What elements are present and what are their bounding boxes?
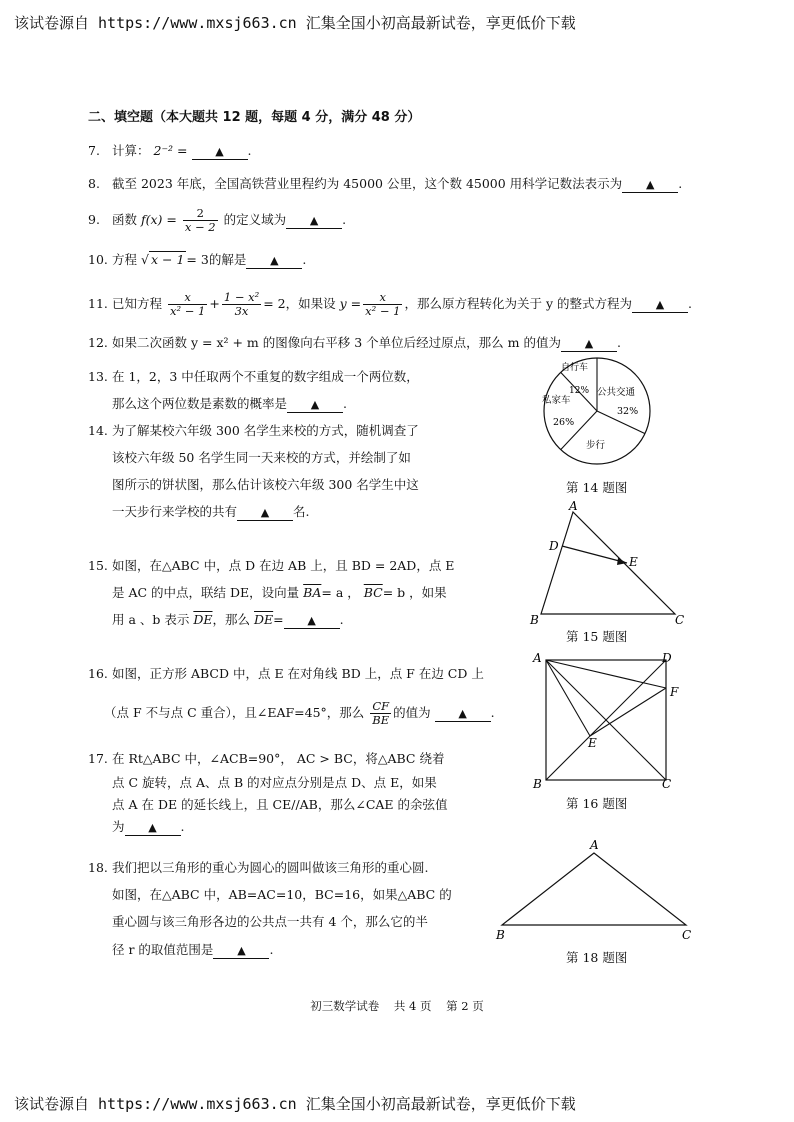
- question-text: 一天步行来学校的共有: [112, 504, 238, 519]
- label-e: E: [629, 555, 638, 569]
- question-text: 函数: [112, 212, 138, 227]
- answer-blank[interactable]: ▲: [246, 254, 302, 269]
- question-number: 7.: [88, 143, 100, 158]
- question-number: 17.: [88, 751, 108, 766]
- question-8: 8. 截至 2023 年底，全国高铁营业里程约为 45000 公里，这个数 45000 用科学记数法表示为 ▲ .: [88, 176, 683, 191]
- question-17-line-3: 点 A 在 DE 的延长线上，且 CE//AB，那么∠CAE 的余弦值: [112, 797, 448, 812]
- label-c: C: [675, 613, 685, 627]
- pie-label-walk: 步行: [586, 440, 606, 451]
- fraction: [168, 291, 207, 318]
- question-text: 在 1，2，3 中任取两个不重复的数字组成一个两位数，: [112, 369, 419, 384]
- fraction: [370, 700, 391, 727]
- question-13: [88, 369, 419, 385]
- vector-de: $\overline{DE}$: [254, 612, 274, 627]
- question-text: 如图，正方形 ABCD 中，点 E 在对角线 BD 上，点 F 在边 CD 上: [112, 666, 484, 681]
- question-13-line-2: 那么这个两位数是素数的概率是 ▲ .: [112, 396, 347, 411]
- question-16-line-2: （点 F 不与点 C 重合），且∠EAF=45°，那么 $\frac{CF}{BE}$ 的值为 ▲ .: [104, 699, 495, 727]
- figure-18-caption: 第 18 题图: [566, 950, 628, 965]
- question-number: 14.: [88, 423, 108, 438]
- question-text: 方程: [112, 252, 138, 267]
- math-expression: 2⁻² =: [153, 143, 188, 158]
- answer-blank[interactable]: ▲: [237, 506, 293, 521]
- answer-blank[interactable]: ▲: [286, 214, 342, 229]
- label-a: A: [533, 651, 542, 665]
- question-text: 是 AC 的中点，联结 DE，设向量: [112, 585, 300, 600]
- question-text: 的解是: [208, 252, 247, 267]
- pie-label-public: 公共交通: [597, 387, 636, 398]
- question-18-line-2: 如图，在△ABC 中，AB=AC=10，BC=16，如果△ABC 的: [112, 887, 452, 902]
- label-d: D: [549, 539, 559, 553]
- pie-chart-figure-14: [533, 355, 663, 475]
- question-14-line-3: 图所示的饼状图，那么估计该校六年级 300 名学生中这: [112, 477, 419, 492]
- question-18-line-3: 重心圆与该三角形各边的公共点一共有 4 个，那么它的半: [112, 914, 428, 929]
- question-text: 我们把以三角形的重心为圆心的圆叫做该三角形的重心圆.: [112, 860, 429, 875]
- figure-15-caption: 第 15 题图: [566, 629, 628, 644]
- answer-blank[interactable]: ▲: [287, 398, 343, 413]
- question-number: 12.: [88, 335, 108, 350]
- pie-value-bike: 12%: [569, 386, 590, 396]
- question-text: 在 Rt△ABC 中，∠ACB=90°， AC > BC，将△ABC 绕着: [112, 751, 445, 766]
- answer-blank[interactable]: ▲: [622, 178, 678, 193]
- label-e: E: [588, 736, 597, 750]
- fraction: [222, 291, 261, 318]
- triangle-abc: [541, 512, 675, 614]
- vector-de: $\overline{DE}$: [193, 612, 213, 627]
- question-14: [88, 423, 419, 439]
- denominator: BE: [372, 713, 390, 727]
- answer-blank[interactable]: ▲: [284, 614, 340, 629]
- question-text: 如果二次函数 y = x² + m 的图像向右平移 3 个单位后经过原点，那么 m 的值为: [112, 335, 561, 350]
- answer-blank[interactable]: ▲: [125, 821, 181, 836]
- question-text-end: 名.: [293, 504, 310, 519]
- denominator: x² − 1: [365, 304, 401, 318]
- pie-label-bike: 自行车: [561, 363, 589, 373]
- question-14-line-2: 该校六年级 50 名学生同一天来校的方式，并绘制了如: [112, 450, 411, 465]
- question-11: 11. 已知方程 $\frac{x}{\text{x² − 1}}$ + $\frac{\text{1 − x²}}{3x}$ = 2，如果设 y = $\frac{x}{\text{x² − 1}}$ ，那么原方程转化为关于 y 的整式方程为 ▲ .: [88, 290, 692, 318]
- question-text: ，那么: [212, 612, 251, 627]
- question-text: 用 a 、b 表示: [112, 612, 190, 627]
- substitution: y =: [339, 296, 362, 311]
- segment-af: [546, 660, 666, 688]
- question-text: = a ，: [321, 585, 360, 600]
- vector-bc: $\overline{BC}$: [363, 585, 383, 600]
- answer-blank[interactable]: ▲: [213, 944, 269, 959]
- label-b: B: [530, 613, 539, 627]
- pie-value-public: 32%: [617, 406, 639, 417]
- numerator: 2: [183, 207, 218, 221]
- sqrt-radicand: x − 1: [150, 252, 185, 267]
- question-number: 9.: [88, 212, 100, 227]
- question-text: 如图，在△ABC 中，点 D 在边 AB 上，且 BD = 2AD，点 E: [112, 558, 455, 573]
- question-text: 为了解某校六年级 300 名学生来校的方式，随机调查了: [112, 423, 419, 438]
- question-number: 15.: [88, 558, 108, 573]
- square-figure-16: [528, 650, 688, 792]
- question-text: 为: [112, 819, 125, 834]
- question-text: （点 F 不与点 C 重合），且∠EAF=45°，那么: [104, 705, 365, 720]
- question-number: 10.: [88, 252, 108, 267]
- question-text: ，那么原方程转化为关于 y 的整式方程为: [404, 296, 632, 311]
- question-17: [88, 751, 444, 767]
- label-a: A: [590, 838, 599, 852]
- question-18: [88, 860, 428, 876]
- question-17-line-2: 点 C 旋转，点 A、点 B 的对应点分别是点 D、点 E，如果: [112, 775, 437, 790]
- question-text: 已知方程: [112, 296, 163, 311]
- page-footer: 初三数学试卷 共 4 页 第 2 页: [310, 999, 484, 1013]
- answer-blank[interactable]: ▲: [435, 707, 491, 722]
- pie-label-car: 私家车: [542, 395, 571, 406]
- equation-rhs: = 3: [186, 252, 209, 267]
- question-15-line-3: 用 a 、b 表示 $\overline{DE}$，那么 $\overline{DE}=$ ▲ .: [112, 612, 344, 627]
- answer-blank[interactable]: ▲: [632, 298, 688, 313]
- segment-de: [562, 546, 627, 563]
- question-16: [88, 666, 484, 682]
- question-number: 8.: [88, 176, 100, 191]
- question-number: 18.: [88, 860, 108, 875]
- source-banner-bottom: 该试卷源自 https://www.mxsj663.cn 汇集全国小初高最新试卷，享更低价下载: [14, 1095, 576, 1113]
- figure-16-caption: 第 16 题图: [566, 796, 628, 811]
- segment-ef: [590, 688, 666, 736]
- figure-14-caption: 第 14 题图: [566, 480, 628, 495]
- question-text: 那么这个两位数是素数的概率是: [112, 396, 288, 411]
- question-number: 11.: [88, 296, 108, 311]
- question-text: 的值为: [393, 705, 431, 720]
- question-text: 径 r 的取值范围是: [112, 942, 214, 957]
- numerator: CF: [370, 700, 391, 714]
- label-a: A: [569, 500, 578, 513]
- label-c: C: [662, 777, 672, 791]
- question-17-line-4: 为 ▲ .: [112, 819, 185, 834]
- label-c: C: [682, 928, 692, 942]
- section-title: 二、填空题（本大题共 12 题，每题 4 分，满分 48 分）: [88, 110, 421, 125]
- answer-blank[interactable]: ▲: [192, 145, 248, 160]
- label-b: B: [533, 777, 542, 791]
- question-text: =: [273, 612, 284, 627]
- question-text: = 2，如果设: [263, 296, 336, 311]
- question-14-line-4: [112, 504, 310, 521]
- label-d: D: [662, 651, 672, 665]
- question-number: 16.: [88, 666, 108, 681]
- triangle-figure-18: [490, 835, 700, 945]
- question-text: 截至 2023 年底，全国高铁营业里程约为 45000 公里，这个数 45000 用科学记数法表示为: [112, 176, 623, 191]
- question-number: 13.: [88, 369, 108, 384]
- question-18-line-4: 径 r 的取值范围是 ▲ .: [112, 942, 274, 957]
- triangle-figure-15: [525, 500, 695, 630]
- fraction: [183, 207, 218, 234]
- pie-value-car: 26%: [553, 417, 575, 428]
- answer-blank[interactable]: ▲: [561, 337, 617, 352]
- source-banner-top: 该试卷源自 https://www.mxsj663.cn 汇集全国小初高最新试卷，享更低价下载: [14, 14, 576, 32]
- question-15: [88, 558, 454, 574]
- question-15-line-2: [112, 585, 447, 601]
- question-9: 9. 函数 f(x) = $\frac{2}{x - 2}$ 的定义域为 ▲ .: [88, 206, 347, 234]
- vector-ba: $\overline{BA}$: [303, 585, 322, 600]
- triangle-abc: [502, 853, 686, 925]
- plus-sign: +: [209, 296, 220, 311]
- label-f: F: [670, 685, 679, 699]
- denominator: x − 2: [184, 220, 216, 234]
- question-10: 10. 方程 √ x − 1 = 3的解是 ▲ .: [88, 252, 307, 267]
- question-text: = b ，如果: [382, 585, 447, 600]
- question-7: 7. 计算： 2⁻² = ▲ .: [88, 143, 252, 158]
- question-text: 计算：: [112, 143, 150, 158]
- denominator: x² − 1: [170, 304, 206, 318]
- numerator: x: [168, 291, 207, 305]
- numerator: 1 − x²: [223, 290, 260, 304]
- numerator: x: [363, 291, 402, 305]
- fraction: [363, 291, 402, 318]
- question-12: 12. 如果二次函数 y = x² + m 的图像向右平移 3 个单位后经过原点，那么 m 的值为 ▲ .: [88, 335, 621, 350]
- label-b: B: [496, 928, 505, 942]
- denominator: 3x: [234, 304, 249, 318]
- question-text: 的定义域为: [223, 212, 287, 227]
- function-expression: f(x) =: [141, 212, 177, 227]
